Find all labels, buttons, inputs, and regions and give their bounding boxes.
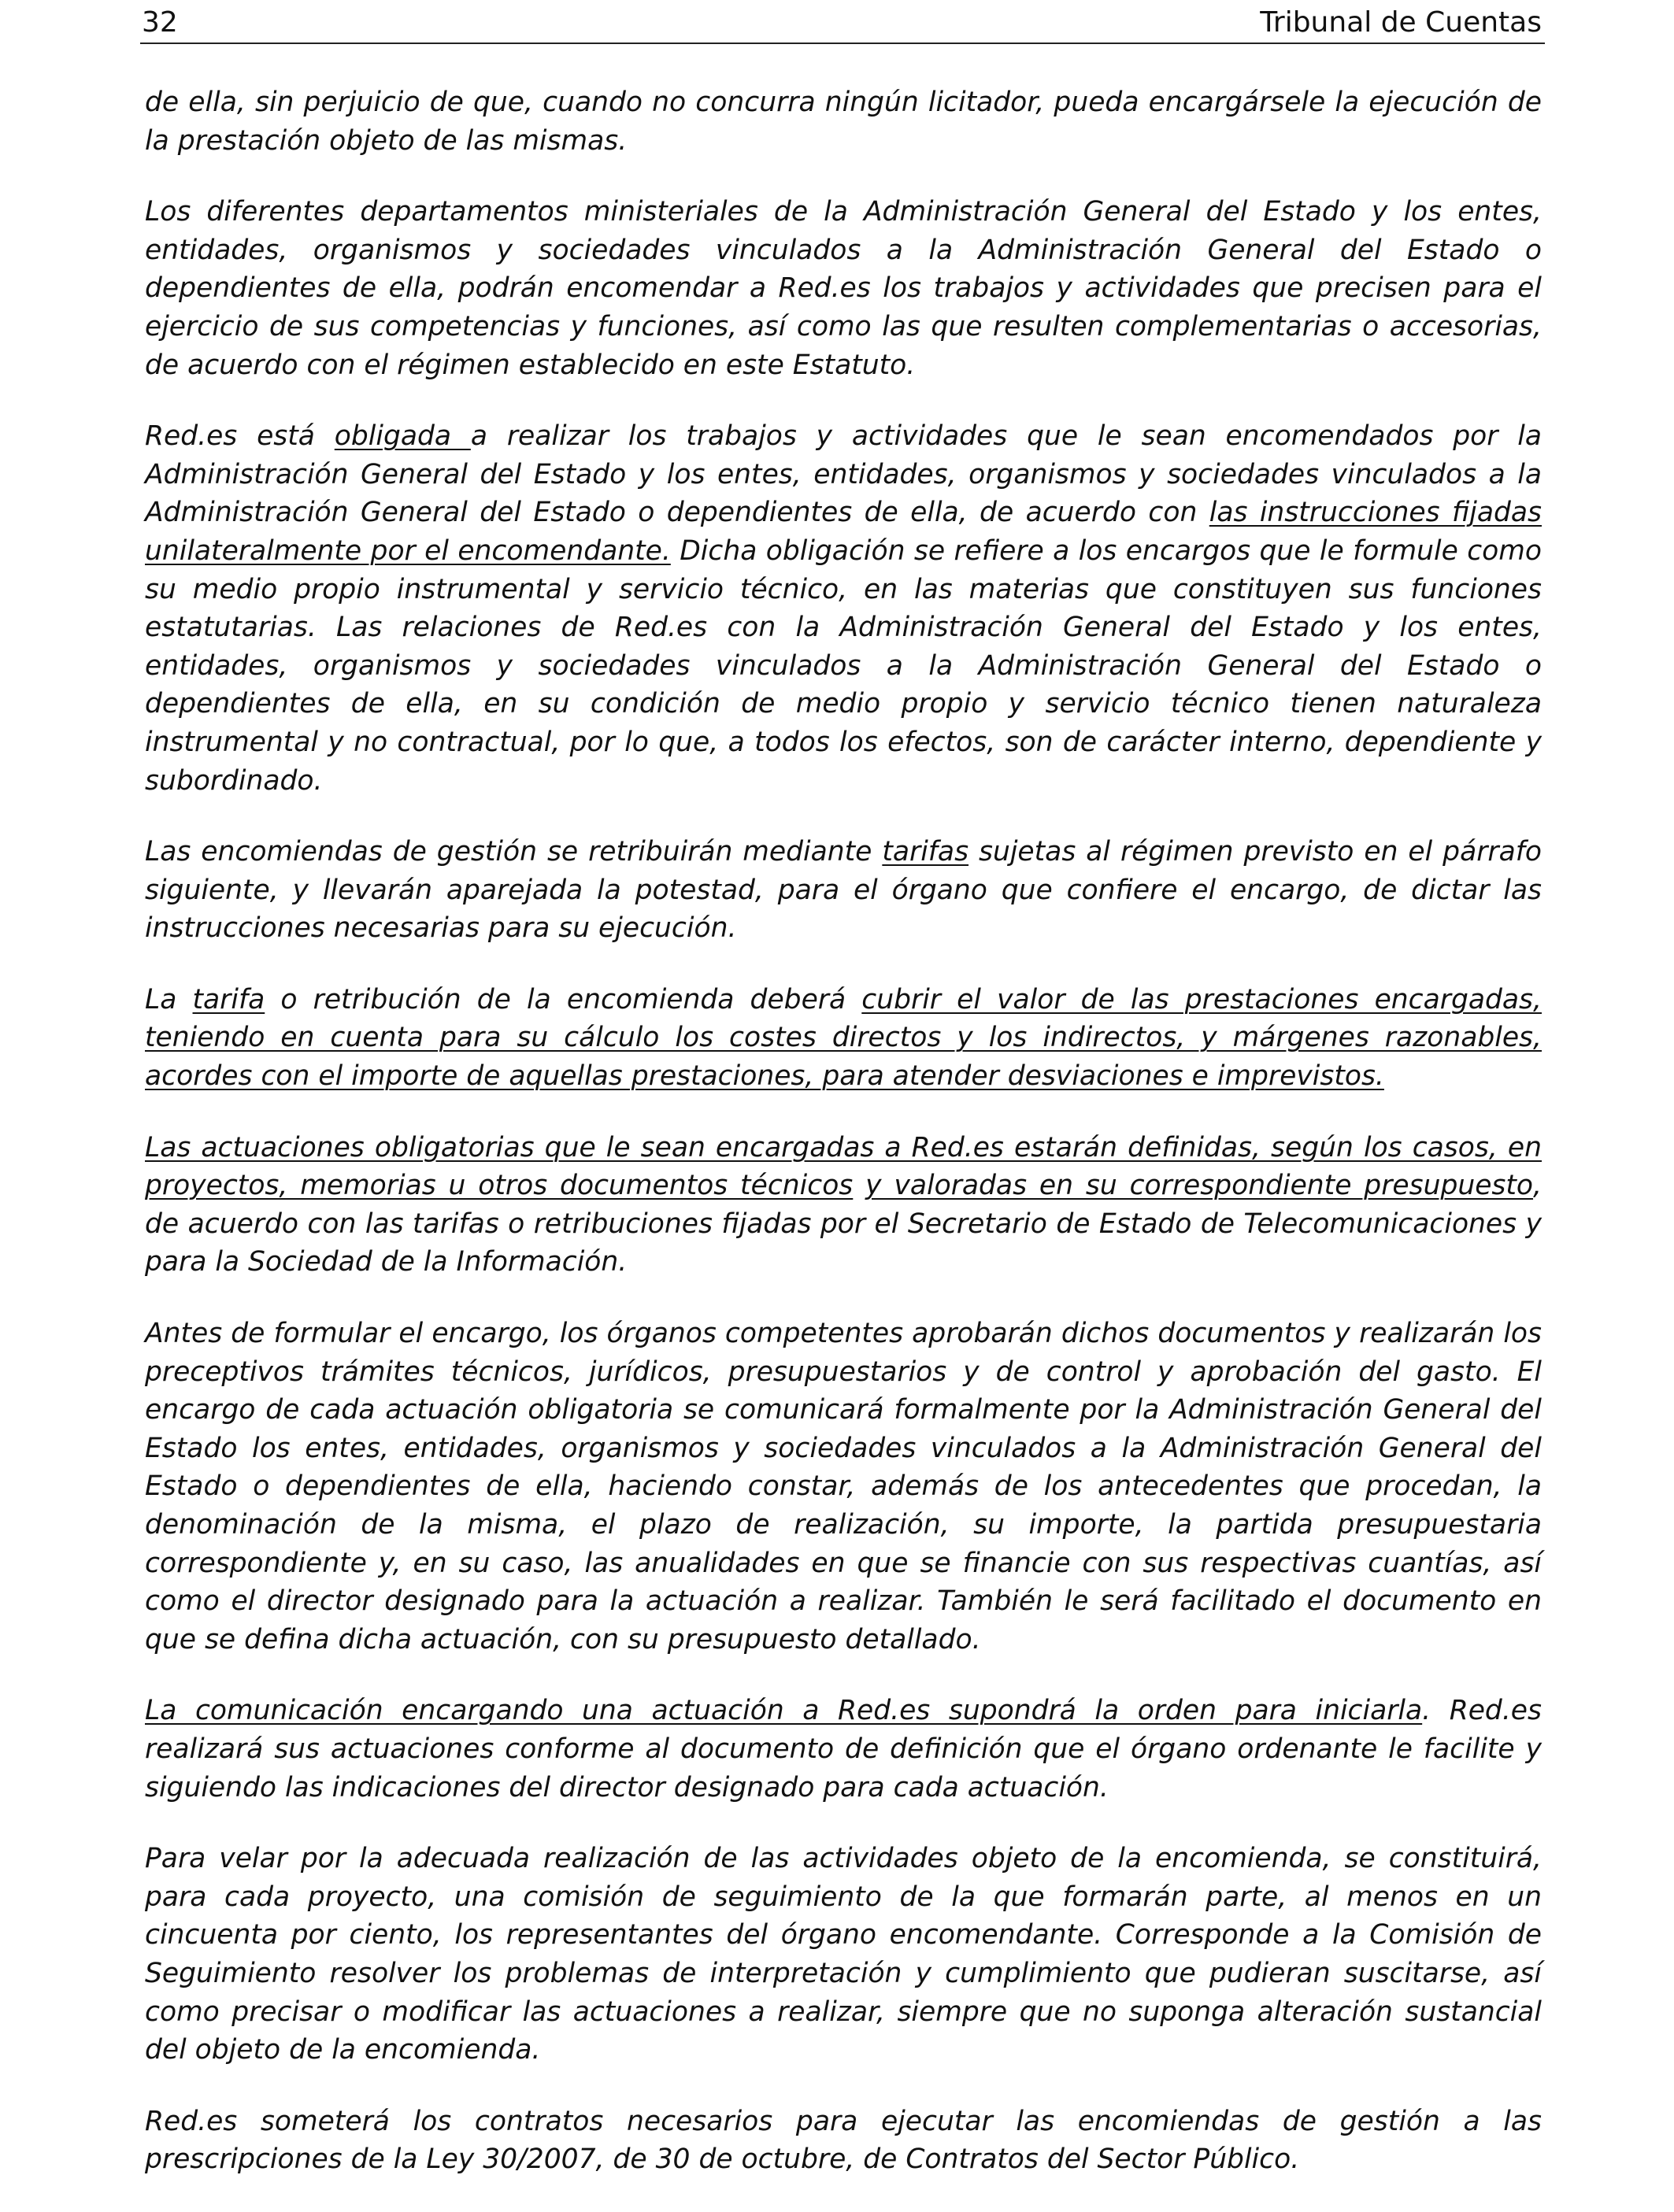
text-run: Red.es someterá los contratos necesarios para ejecutar las encomiendas de gestión a las prescripciones de la Ley 30/2007, de 30 de octubre, de Contratos del Sector Público.: [145, 2105, 1542, 2176]
text-run: Red.es está: [145, 420, 335, 453]
body-text: [145, 83, 1542, 2212]
underlined-text: Las actuaciones obligatorias que le sean encargadas a Red.es estarán definidas, según los casos, en proyectos, memorias u otros documentos técnicos: [145, 1131, 1542, 1202]
paragraph-5: [145, 981, 1542, 1096]
text-run: La: [145, 983, 193, 1015]
text-run: Antes de formular el encargo, los órganos competentes aprobarán dichos documentos y realizarán los preceptivos trámites técnicos, jurídicos, presupuestarios y de control y aprobación del gasto. El encargo de cada actuación obligatoria se comunicará formalmente por la Administración General del Estado los entes, entidades, organismos y sociedades vinculados a la Administración General del Estado o dependientes de ella, haciendo constar, además de los antecedentes que procedan, la denominación de la misma, el plazo de realización, su importe, la partida presupuestaria correspondiente y, en su caso, las anualidades en que se financie con sus respectivas cuantías, así como el director designado para la actuación a realizar. También le será facilitado el documento en que se defina dicha actuación, con su presupuesto detallado.: [145, 1318, 1542, 1655]
text-run: Los diferentes departamentos ministeriales de la Administración General del Estado y los entes, entidades, organismos y sociedades vinculados a la Administración General del Estado o dependientes de ella, podrán encomendar a Red.es los trabajos y actividades que precisen para el ejercicio de sus competencias y funciones, así como las que resulten complementarias o accesorias, de acuerdo con el régimen establecido en este Estatuto.: [145, 196, 1542, 381]
underlined-text: tarifa: [192, 983, 265, 1015]
underlined-text: las instrucciones fijadas unilateralmente por el encomendante.: [145, 497, 1542, 567]
text-run: [853, 1170, 865, 1201]
underlined-text: cubrir el valor de las prestaciones encargadas, teniendo en cuenta para su cálculo los costes directos y los indirectos, y márgenes razonables, acordes con el importe de aquellas prestaciones, para atender desviaciones e imprevistos.: [145, 983, 1542, 1093]
paragraph-1: [145, 83, 1542, 160]
paragraph-2: [145, 193, 1542, 384]
text-run: Para velar por la adecuada realización de las actividades objeto de la encomienda, se constituirá, para cada proyecto, una comisión de seguimiento de la que formarán parte, al menos en un cincuenta por ciento, los representantes del órgano encomendante. Corresponde a la Comisión de Seguimiento resolver los problemas de interpretación y cumplimiento que pudieran suscitarse, así como precisar o modificar las actuaciones a realizar, siempre que no suponga alteración sustancial del objeto de la encomienda.: [145, 1843, 1542, 2066]
paragraph-10: [145, 2103, 1542, 2179]
text-run: a realizar los trabajos y actividades que le sean encomendados por la Administración General del Estado y los entes, entidades, organismos y sociedades vinculados a la Administración General del Estado o dependientes de ella, de acuerdo con: [145, 420, 1542, 529]
page-header: [140, 2, 1545, 44]
paragraph-6: [145, 1129, 1542, 1282]
text-run: Las encomiendas de gestión se retribuirán mediante: [145, 836, 883, 868]
underlined-text: La comunicación encargando una actuación a Red.es supondrá la orden para iniciarla: [145, 1695, 1423, 1727]
text-run: , de acuerdo con las tarifas o retribuciones fijadas por el Secretario de Estado de Telecomunicaciones y para la Sociedad de la Información.: [145, 1170, 1543, 1278]
text-run: de ella, sin perjuicio de que, cuando no concurra ningún licitador, pueda encargársele la ejecución de la prestación objeto de las mismas.: [145, 87, 1542, 157]
underlined-text: tarifas: [882, 836, 969, 868]
paragraph-4: [145, 833, 1542, 948]
text-run: Dicha obligación se refiere a los encargos que le formule como su medio propio instrumental y servicio técnico, en las materias que constituyen sus funciones estatutarias. Las relaciones de Red.es con la Administración General del Estado y los entes, entidades, organismos y sociedades vinculados a la Administración General del Estado o dependientes de ella, en su condición de medio propio y servicio técnico tienen naturaleza instrumental y no contractual, por lo que, a todos los efectos, son de carácter interno, dependiente y subordinado.: [145, 535, 1542, 797]
underlined-text: obligada: [334, 420, 471, 453]
header-title: Tribunal de Cuentas: [1260, 6, 1542, 39]
text-run: o retribución de la encomienda deberá: [265, 983, 862, 1015]
text-run: sujetas al régimen previsto en el párrafo siguiente, y llevarán aparejada la potestad, para el órgano que confiere el encargo, de dictar las instrucciones necesarias para su ejecución.: [145, 836, 1542, 945]
paragraph-8: [145, 1692, 1542, 1807]
page-number: 32: [142, 6, 178, 39]
paragraph-9: [145, 1840, 1542, 2070]
underlined-text: y valoradas en su correspondiente presupuesto: [865, 1170, 1534, 1202]
text-run: . Red.es realizará sus actuaciones conforme al documento de definición que el órgano ordenante le facilite y siguiendo las indicaciones del director designado para cada actuación.: [145, 1695, 1542, 1803]
paragraph-7: [145, 1315, 1542, 1659]
paragraph-3: [145, 417, 1542, 800]
